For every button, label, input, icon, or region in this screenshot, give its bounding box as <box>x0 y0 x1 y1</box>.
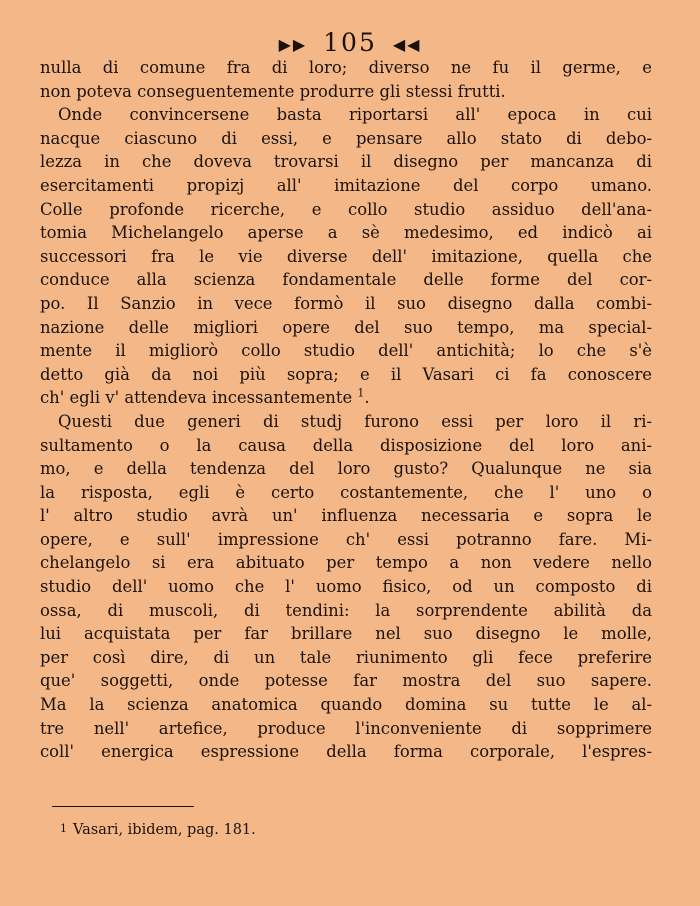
text-line: que' soggetti, onde potesse far mostra del suo sapere. <box>40 671 652 691</box>
text-line: ch' egli v' attendeva incessantemente <box>40 388 353 408</box>
text-line: l' altro studio avrà un' influenza necessaria e sopra le <box>40 506 652 526</box>
text-line: successori fra le vie diverse dell' imitazione, quella che <box>40 246 652 266</box>
text-line-with-footnote: ch' egli v' attendeva incessantemente $^1$. <box>40 386 370 408</box>
text-line: chelangelo si era abituato per tempo a non vedere nello <box>40 553 652 573</box>
text-line: conduce alla scienza fondamentale delle forme del cor- <box>40 270 652 290</box>
text-line: coll' energica espressione della forma corporale, l'espres- <box>40 742 652 762</box>
text-line: ossa, di muscoli, di tendini: la sorprendente abilità da <box>40 600 652 620</box>
text-line: Onde convincersene basta riportarsi all' epoca in cui <box>58 105 652 125</box>
text-line: sultamento o la causa della disposizione del loro ani- <box>40 435 652 455</box>
text-line: Questi due generi di studj furono essi per loro il ri- <box>58 411 652 431</box>
text-line: esercitamenti propizj all' imitazione del corpo umano. <box>40 175 652 195</box>
page-number: 105 <box>323 28 377 57</box>
footnote <box>60 822 256 838</box>
text-line: nulla di comune fra di loro; diverso ne fu il germe, e <box>40 58 652 77</box>
text-line: lezza in che doveva trovarsi il disegno per mancanza di <box>40 152 652 172</box>
text-line: Ma la scienza anatomica quando domina su tutte le al- <box>40 695 652 715</box>
text-line: nacque ciascuno di essi, e pensare allo stato di debo- <box>40 128 652 148</box>
body-text <box>40 56 652 764</box>
text-line: mente il migliorò collo studio dell' antichità; lo che s'è <box>40 341 652 361</box>
text-line: mo, e della tendenza del loro gusto? Qualunque ne sia <box>40 459 652 479</box>
footnote-reference: 1 <box>357 386 365 400</box>
text-line: nazione delle migliori opere del suo tempo, ma special- <box>40 317 652 337</box>
text-line: non poteva conseguentemente produrre gli stessi frutti. <box>40 81 506 101</box>
left-ornament: ▶▶ <box>278 35 308 54</box>
text-line: tomia Michelangelo aperse a sè medesimo, ed indicò ai <box>40 223 652 243</box>
right-ornament: ◀◀ <box>392 35 422 54</box>
footnote-mark: 1 <box>60 822 67 835</box>
page-header <box>0 28 700 57</box>
text-line: detto già da noi più sopra; e il Vasari ci fa conoscere <box>40 364 652 384</box>
text-line: lui acquistata per far brillare nel suo disegno le molle, <box>40 624 652 644</box>
text-line: la risposta, egli è certo costantemente, che l' uno o <box>40 482 652 502</box>
footnote-text: Vasari, ibidem, pag. 181. <box>73 822 256 838</box>
text-line: per così dire, di un tale riunimento gli fece preferire <box>40 647 652 667</box>
text-line: Colle profonde ricerche, e collo studio assiduo dell'ana- <box>40 199 652 219</box>
text-line: tre nell' artefice, produce l'inconveniente di sopprimere <box>40 718 652 738</box>
text-line: po. Il Sanzio in vece formò il suo disegno dalla combi- <box>40 293 652 313</box>
text-line: studio dell' uomo che l' uomo fisico, od un composto di <box>40 577 652 597</box>
text-line: opere, e sull' impressione ch' essi potranno fare. Mi- <box>40 529 652 549</box>
footnote-divider <box>52 806 194 807</box>
